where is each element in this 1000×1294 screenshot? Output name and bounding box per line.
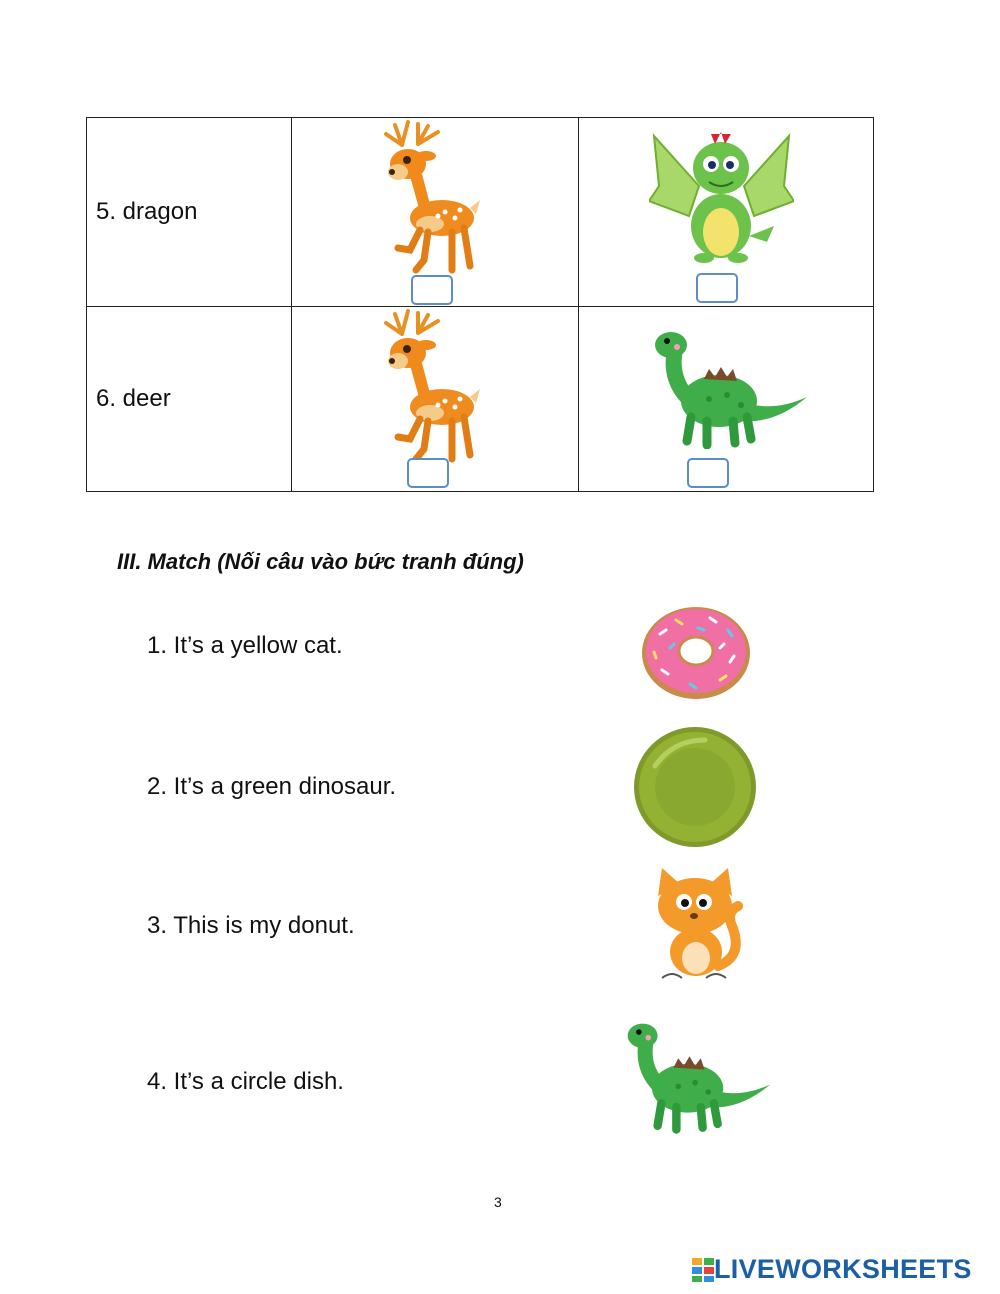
row-label: 6. deer xyxy=(87,307,292,492)
cat-icon[interactable] xyxy=(648,866,744,984)
picture-cell xyxy=(579,307,874,492)
donut-icon[interactable] xyxy=(640,604,752,700)
choice-table xyxy=(86,117,874,492)
picture-cell xyxy=(292,307,579,492)
table-row xyxy=(87,118,874,307)
answer-box[interactable] xyxy=(696,273,738,303)
page-number: 3 xyxy=(494,1194,502,1210)
match-sentence[interactable]: 1. It’s a yellow cat. xyxy=(147,632,343,659)
picture-cell xyxy=(579,118,874,307)
section-title: III. Match (Nối câu vào bức tranh đúng) xyxy=(117,549,524,574)
answer-box[interactable] xyxy=(687,458,729,488)
liveworksheets-logo-icon xyxy=(692,1258,714,1282)
answer-box[interactable] xyxy=(411,275,453,305)
green-dish-icon[interactable] xyxy=(633,726,757,848)
answer-box[interactable] xyxy=(407,458,449,488)
dinosaur-icon[interactable] xyxy=(622,1020,772,1134)
dragon-icon xyxy=(649,126,794,266)
dinosaur-icon xyxy=(649,329,809,449)
match-sentence[interactable]: 4. It’s a circle dish. xyxy=(147,1068,344,1095)
deer-icon xyxy=(380,120,485,278)
deer-icon xyxy=(380,309,485,467)
liveworksheets-logo xyxy=(692,1254,972,1285)
logo-text: LIVEWORKSHEETS xyxy=(714,1254,972,1284)
match-sentence[interactable]: 2. It’s a green dinosaur. xyxy=(147,773,397,800)
row-label: 5. dragon xyxy=(87,118,292,307)
picture-cell xyxy=(292,118,579,307)
table-row xyxy=(87,307,874,492)
match-sentence[interactable]: 3. This is my donut. xyxy=(147,912,355,939)
